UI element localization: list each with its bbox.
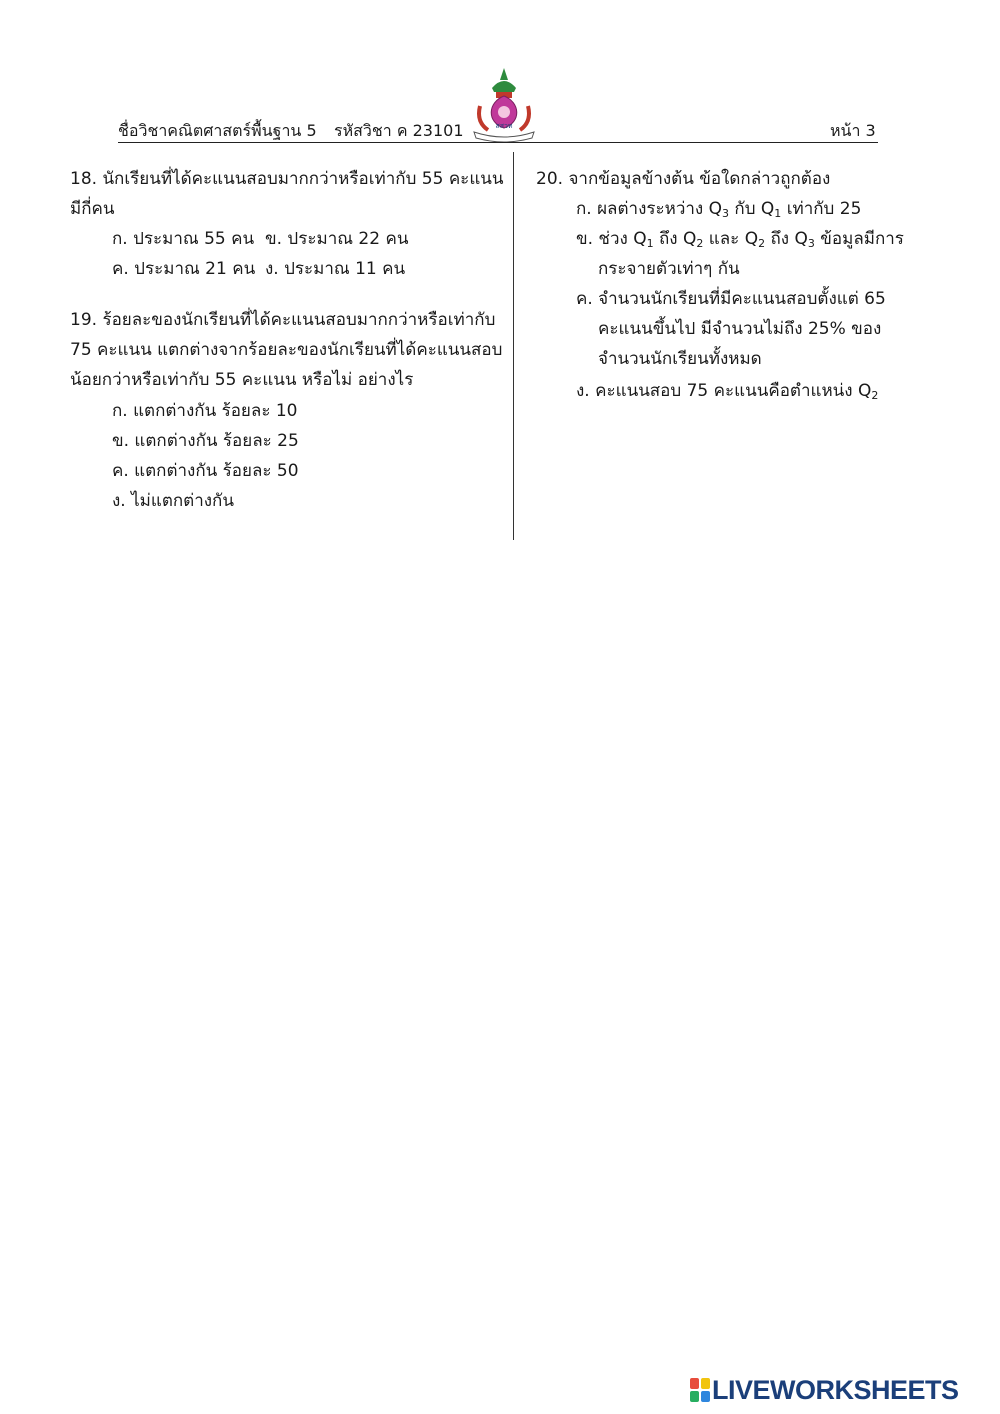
q18-choice-d[interactable]: ง. ประมาณ 11 คน bbox=[265, 259, 406, 279]
q20-a-lead: ก. ผลต่างระหว่าง Q bbox=[576, 199, 723, 219]
liveworksheets-watermark bbox=[690, 1375, 959, 1405]
q20-choice-b[interactable] bbox=[576, 224, 904, 254]
q20-b-t2: และ Q bbox=[703, 229, 759, 249]
q20-b-t1: ถึง Q bbox=[653, 229, 697, 249]
q20-b-sub2: 2 bbox=[696, 237, 704, 250]
q19-text-line3: น้อยกว่าหรือเท่ากับ 55 คะแนน หรือไม่ อย่างไร bbox=[70, 370, 414, 390]
header-page-number: หน้า 3 bbox=[830, 121, 876, 140]
q18-choice-c[interactable]: ค. ประมาณ 21 คน bbox=[112, 259, 256, 279]
q19-choice-d[interactable]: ง. ไม่แตกต่างกัน bbox=[112, 491, 234, 511]
q20-b-sub3: 2 bbox=[758, 237, 766, 250]
q20-choice-a[interactable] bbox=[576, 194, 861, 224]
q20-choice-d[interactable] bbox=[576, 376, 878, 406]
q20-d-sub1: 2 bbox=[871, 389, 879, 402]
q19-text-line2: 75 คะแนน แตกต่างจากร้อยละของนักเรียนที่ได้คะแนนสอบ bbox=[70, 340, 503, 360]
q20-a-mid: กับ Q bbox=[729, 199, 775, 219]
q19-choice-c[interactable]: ค. แตกต่างกัน ร้อยละ 50 bbox=[112, 461, 299, 481]
header-rule bbox=[118, 142, 878, 143]
q18-choice-a[interactable]: ก. ประมาณ 55 คน bbox=[112, 229, 255, 249]
q20-b-sub1: 1 bbox=[646, 237, 654, 250]
liveworksheets-brand: LIVEWORKSHEETS bbox=[712, 1374, 959, 1405]
q20-choice-c[interactable]: ค. จำนวนนักเรียนที่มีคะแนนสอบตั้งแต่ 65 bbox=[576, 289, 886, 309]
q20-text-line1: 20. จากข้อมูลข้างต้น ข้อใดกล่าวถูกต้อง bbox=[536, 169, 831, 189]
q20-b-t4: ข้อมูลมีการ bbox=[814, 229, 904, 249]
q20-b-lead: ข. ช่วง Q bbox=[576, 229, 647, 249]
q20-a-sub2: 1 bbox=[774, 207, 782, 220]
header-code: รหัสวิชา ค 23101 bbox=[334, 121, 464, 140]
q19-choice-a[interactable]: ก. แตกต่างกัน ร้อยละ 10 bbox=[112, 401, 298, 421]
liveworksheets-icon bbox=[690, 1378, 710, 1402]
q20-choice-c-line3: จำนวนนักเรียนทั้งหมด bbox=[598, 349, 762, 369]
q18-choice-b[interactable]: ข. ประมาณ 22 คน bbox=[265, 229, 409, 249]
q20-a-sub1: 3 bbox=[722, 207, 730, 220]
column-divider bbox=[513, 152, 514, 540]
q20-a-tail: เท่ากับ 25 bbox=[781, 199, 862, 219]
header-subject: ชื่อวิชาคณิตศาสตร์พื้นฐาน 5 bbox=[118, 121, 317, 140]
q18-text-line1: 18. นักเรียนที่ได้คะแนนสอบมากกว่าหรือเท่ากับ 55 คะแนน bbox=[70, 169, 504, 189]
q20-b-t3: ถึง Q bbox=[765, 229, 808, 249]
q20-d-lead: ง. คะแนนสอบ 75 คะแนนคือตำแหน่ง Q bbox=[576, 381, 872, 401]
q19-text-line1: 19. ร้อยละของนักเรียนที่ได้คะแนนสอบมากกว่าหรือเท่ากับ bbox=[70, 310, 496, 330]
q18-text-line2: มีกี่คน bbox=[70, 199, 115, 219]
q19-choice-b[interactable]: ข. แตกต่างกัน ร้อยละ 25 bbox=[112, 431, 299, 451]
logo-label: สสวท bbox=[495, 122, 513, 130]
q20-b-sub4: 3 bbox=[807, 237, 815, 250]
q20-choice-c-line2: คะแนนขึ้นไป มีจำนวนไม่ถึง 25% ของ bbox=[598, 319, 882, 339]
school-emblem-icon bbox=[470, 66, 538, 142]
q20-choice-b-line2: กระจายตัวเท่าๆ กัน bbox=[598, 259, 740, 279]
